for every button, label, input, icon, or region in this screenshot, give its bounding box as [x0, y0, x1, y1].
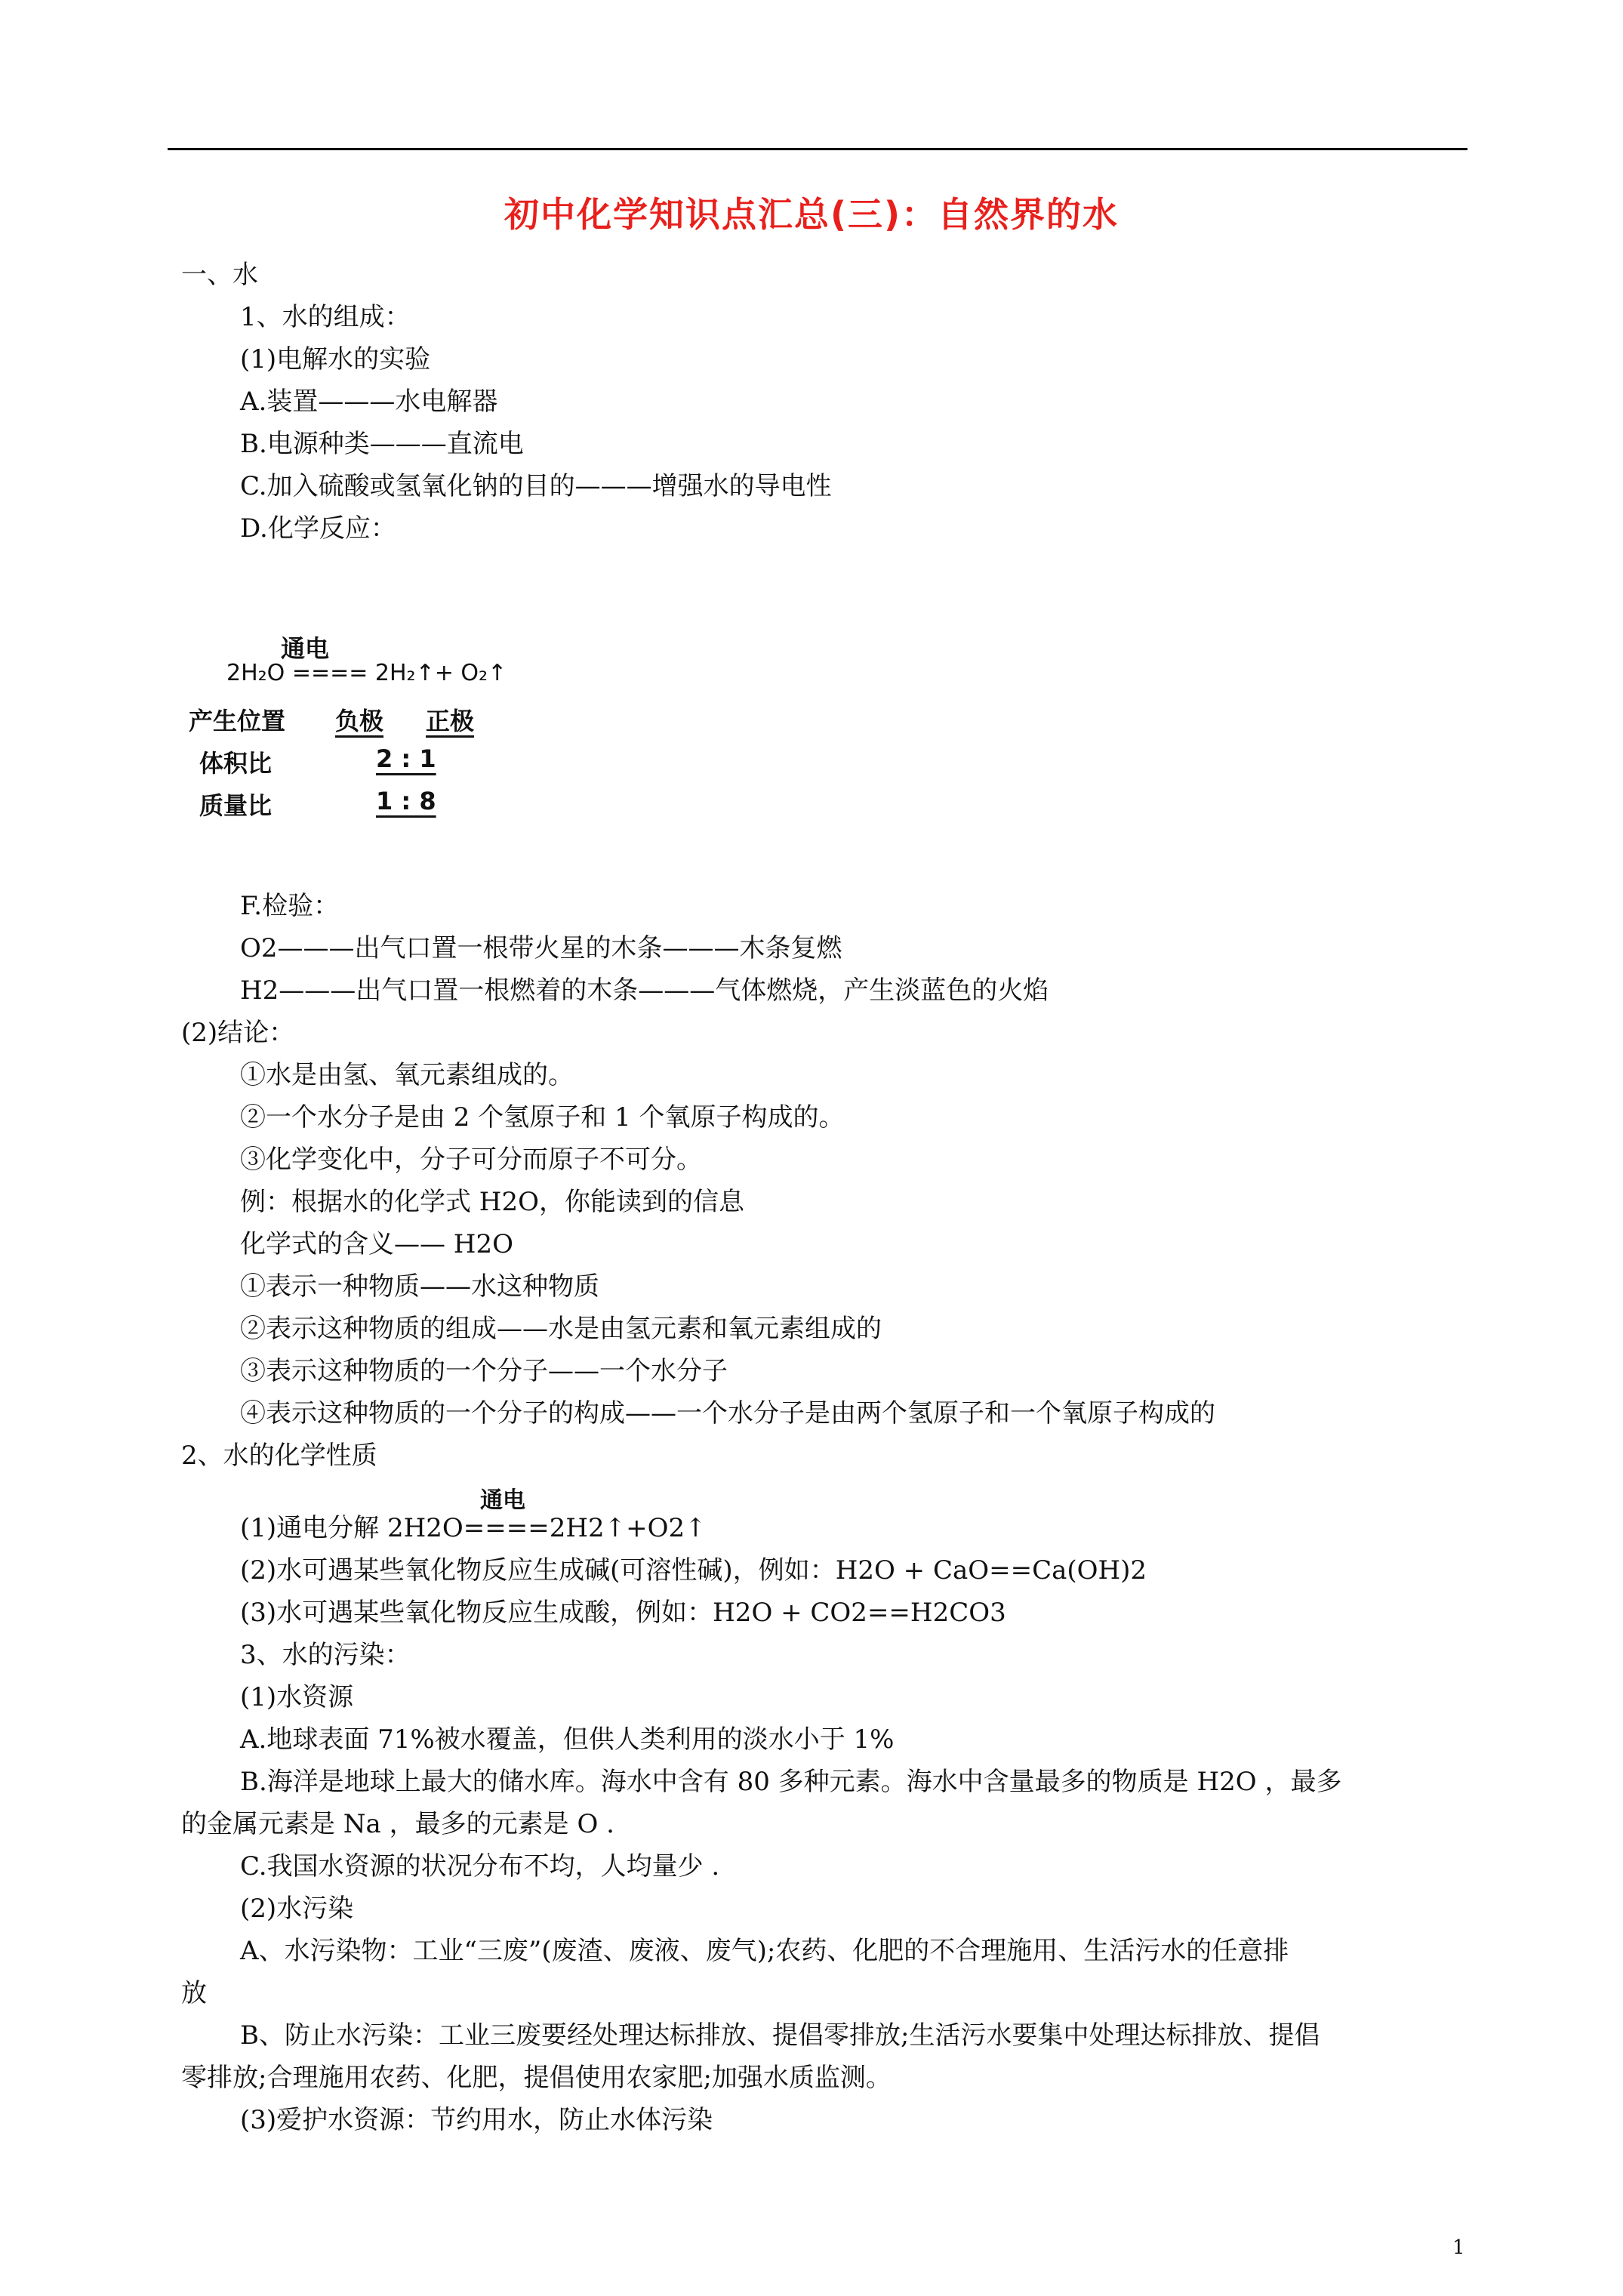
reaction-equation: 2H₂O ==== 2H₂↑+ O₂↑ [226, 660, 507, 686]
text-line: A、水污染物：工业“三废”(废渣、废液、废气);农药、化肥的不合理施用、生活污水的任意排 [240, 1936, 1289, 1966]
text-line: 化学式的含义—— H2O [240, 1229, 513, 1259]
text-line: (3)水可遇某些氧化物反应生成酸，例如：H2O + CO2==H2CO3 [240, 1598, 1006, 1628]
text-line: (1)电解水的实验 [240, 344, 431, 374]
text-line: 零排放;合理施用农药、化肥，提倡使用农家肥;加强水质监测。 [181, 2063, 892, 2093]
text-line: A.装置———水电解器 [240, 387, 498, 417]
subsection-heading: 1、水的组成： [240, 302, 411, 332]
text-line: ③表示这种物质的一个分子——一个水分子 [240, 1356, 728, 1386]
text-line: 的金属元素是 Na ，最多的元素是 O . [181, 1809, 614, 1839]
mass-ratio: 1 : 8 [376, 787, 436, 815]
text-line: A.地球表面 71%被水覆盖，但供人类利用的淡水小于 1% [240, 1724, 895, 1755]
text-line: (2)结论： [181, 1018, 295, 1048]
text-line: B.海洋是地球上最大的储水库。海水中含有 80 多种元素。海水中含量最多的物质是 H2O ，最多 [240, 1767, 1342, 1797]
text-line: (1)通电分解 2H2O====2H2↑+O2↑ [240, 1513, 707, 1543]
volume-ratio: 2 : 1 [376, 744, 436, 773]
text-line: C.加入硫酸或氢氧化钠的目的———增强水的导电性 [240, 471, 832, 501]
text-line: ①表示一种物质——水这种物质 [240, 1271, 599, 1302]
header-rule [168, 148, 1467, 150]
reaction-condition: 通电 [281, 634, 330, 663]
text-line: F.检验： [240, 891, 340, 921]
text-line: (3)爱护水资源：节约用水，防止水体污染 [240, 2105, 713, 2135]
text-line: H2———出气口置一根燃着的木条———气体燃烧，产生淡蓝色的火焰 [240, 975, 1049, 1006]
text-line: ②表示这种物质的组成——水是由氢元素和氧元素组成的 [240, 1314, 882, 1344]
section-heading: 一、水 [181, 260, 258, 290]
text-line: (2)水污染 [240, 1894, 354, 1924]
figure-row-label: 体积比 [199, 749, 273, 778]
positive-electrode-label: 正极 [426, 707, 475, 735]
text-line: 例：根据水的化学式 H2O，你能读到的信息 [240, 1187, 744, 1217]
figure-row-label: 产生位置 [189, 707, 286, 735]
text-line: D.化学反应： [240, 513, 396, 544]
text-line: ③化学变化中，分子可分而原子不可分。 [240, 1145, 702, 1175]
text-line: B.电源种类———直流电 [240, 429, 524, 459]
page-number: 1 [1452, 2236, 1465, 2259]
text-line: (2)水可遇某些氧化物反应生成碱(可溶性碱)，例如：H2O + CaO==Ca(OH)2 [240, 1555, 1147, 1586]
text-line: O2———出气口置一根带火星的木条———木条复燃 [240, 933, 842, 963]
text-line: ①水是由氢、氧元素组成的。 [240, 1060, 574, 1090]
reaction-condition: 通电 [480, 1487, 525, 1514]
text-line: ②一个水分子是由 2 个氢原子和 1 个氧原子构成的。 [240, 1102, 845, 1133]
text-line: B、防止水污染：工业三废要经处理达标排放、提倡零排放;生活污水要集中处理达标排放、提倡 [240, 2020, 1320, 2051]
text-line: 放 [181, 1978, 207, 2008]
subsection-heading: 3、水的污染： [240, 1640, 411, 1670]
figure-row-label: 质量比 [199, 791, 273, 820]
subsection-heading: 2、水的化学性质 [181, 1441, 377, 1471]
negative-electrode-label: 负极 [335, 707, 384, 735]
text-line: C.我国水资源的状况分布不均，人均量少 . [240, 1851, 720, 1881]
page-title: 初中化学知识点汇总(三)：自然界的水 [504, 194, 1119, 235]
text-line: ④表示这种物质的一个分子的构成——一个水分子是由两个氢原子和一个氧原子构成的 [240, 1398, 1215, 1428]
text-line: (1)水资源 [240, 1682, 354, 1712]
